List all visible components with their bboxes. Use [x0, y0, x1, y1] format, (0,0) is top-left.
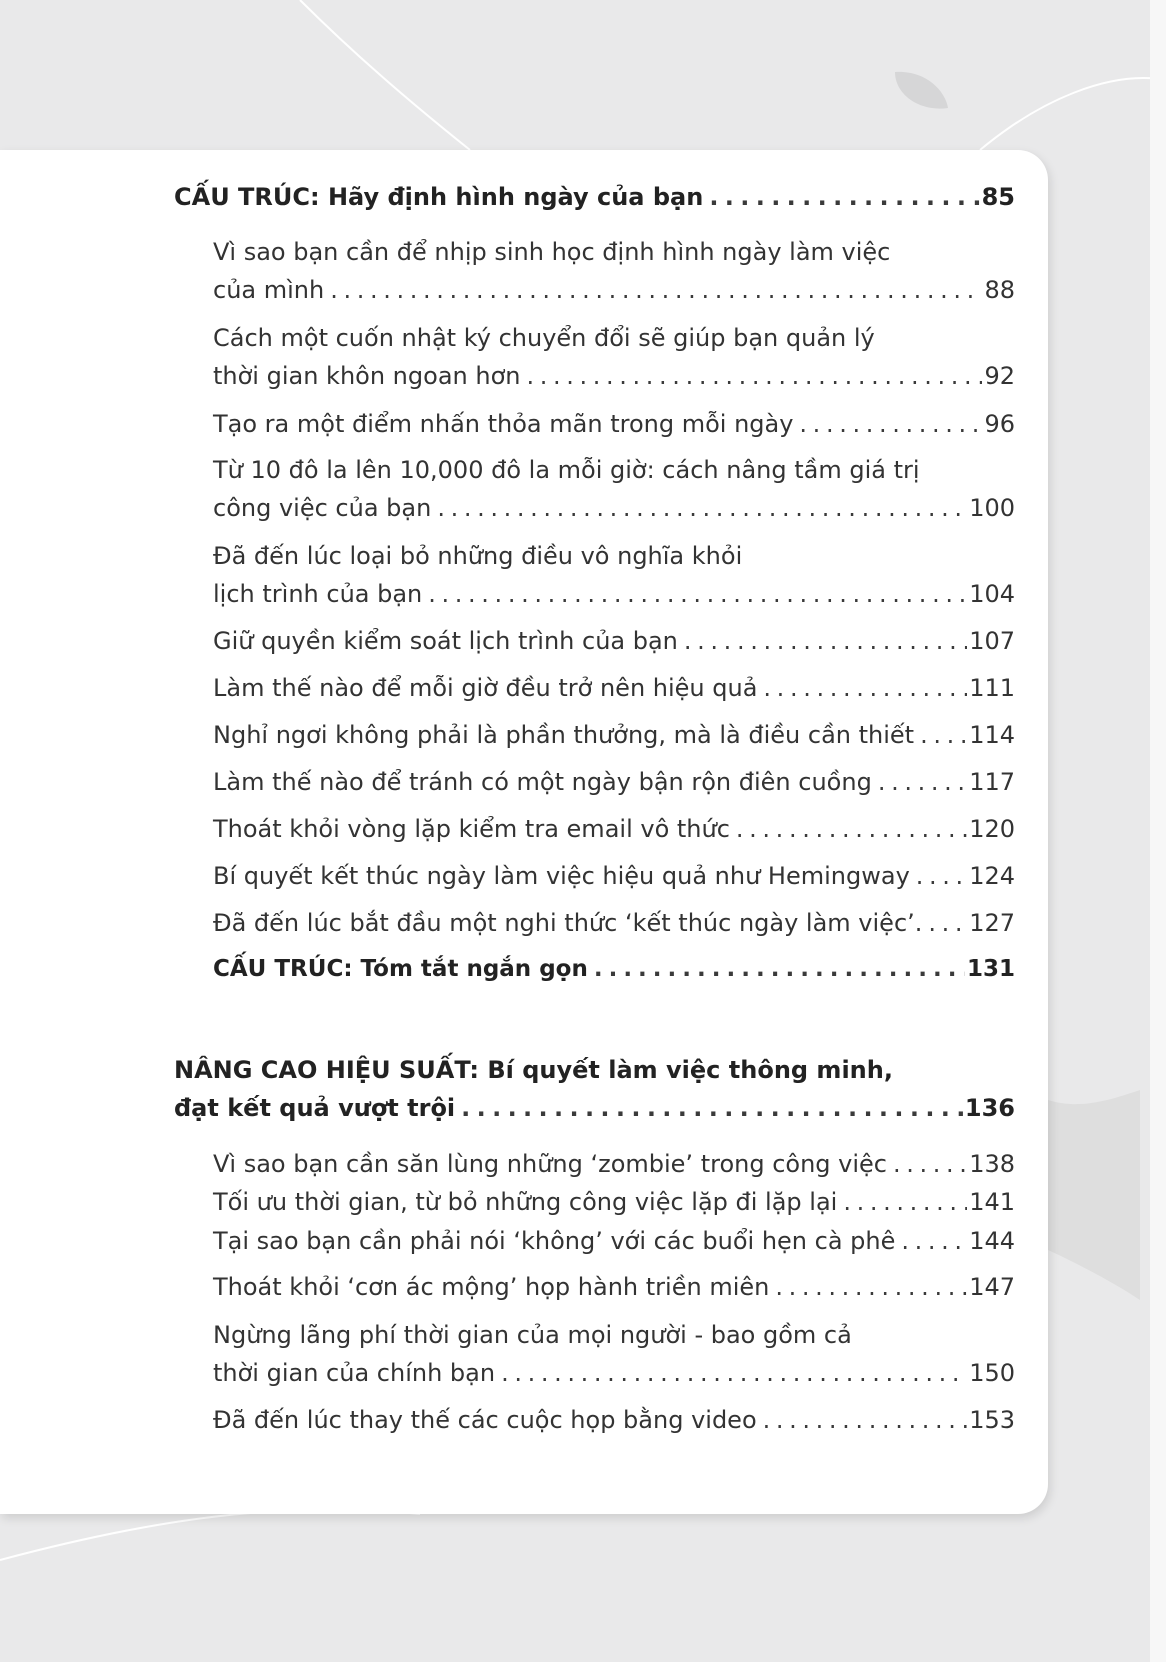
dot-leader — [928, 909, 967, 937]
section-heading-text-line: NÂNG CAO HIỆU SUẤT: Bí quyết làm việc thông minh, — [174, 1056, 893, 1084]
toc-entry-row[interactable] — [213, 815, 1015, 843]
page-number: 100 — [969, 494, 1015, 522]
toc-entry-text-line: Ngừng lãng phí thời gian của mọi người - bao gồm cả — [213, 1321, 852, 1349]
toc-entry-text: Tối ưu thời gian, từ bỏ những công việc lặp đi lặp lại — [213, 1188, 838, 1216]
toc-entry-text-line: Cách một cuốn nhật ký chuyển đổi sẽ giúp bạn quản lý — [213, 324, 875, 352]
toc-entry-text: thời gian khôn ngoan hơn — [213, 362, 521, 390]
page-number: 141 — [969, 1188, 1015, 1216]
toc-entry-row[interactable] — [213, 1227, 1015, 1255]
toc-entry-text: Tạo ra một điểm nhấn thỏa mãn trong mỗi ngày — [213, 410, 794, 438]
dot-leader — [920, 721, 967, 749]
page-number: 104 — [969, 580, 1015, 608]
page-number: 136 — [964, 1094, 1015, 1122]
page-number: 96 — [984, 410, 1015, 438]
toc-entry-text: Đã đến lúc thay thế các cuộc họp bằng video — [213, 1406, 757, 1434]
toc-entry-text: Đã đến lúc bắt đầu một nghi thức ‘kết thúc ngày làm việc’. — [213, 909, 923, 937]
dot-leader — [775, 1273, 967, 1301]
dot-leader — [843, 1188, 967, 1216]
toc-entry-row[interactable] — [213, 580, 1015, 608]
page-number: 153 — [969, 1406, 1015, 1434]
page-number: 127 — [969, 909, 1015, 937]
toc-entry-text: lịch trình của bạn — [213, 580, 423, 608]
section-heading-text: đạt kết quả vượt trội — [174, 1094, 456, 1122]
toc-entry-text-line: Vì sao bạn cần để nhịp sinh học định hình ngày làm việc — [213, 238, 891, 266]
dot-leader — [916, 862, 967, 890]
dot-leader — [709, 183, 979, 211]
toc-entry-text: của mình — [213, 276, 325, 304]
toc-entry-row[interactable] — [213, 768, 1015, 796]
page-number: 107 — [969, 627, 1015, 655]
dot-leader — [461, 1094, 963, 1122]
toc-entry-row[interactable] — [213, 1273, 1015, 1301]
toc-entry-text: Thoát khỏi ‘cơn ác mộng’ họp hành triền miên — [213, 1273, 770, 1301]
toc-entry-row[interactable] — [213, 721, 1015, 749]
dot-leader — [684, 627, 967, 655]
page-number: 150 — [969, 1359, 1015, 1387]
toc-entry-row[interactable] — [213, 956, 1015, 982]
page-number: 117 — [969, 768, 1015, 796]
toc-entry-row[interactable] — [213, 909, 1015, 937]
toc-entry-row[interactable] — [213, 494, 1015, 522]
dot-leader — [428, 580, 967, 608]
page-number: 144 — [969, 1227, 1015, 1255]
toc-entry-row[interactable] — [213, 1150, 1015, 1178]
toc-entry-text: thời gian của chính bạn — [213, 1359, 496, 1387]
section-heading-row[interactable] — [174, 183, 1015, 211]
toc-entry-row[interactable] — [213, 674, 1015, 702]
toc-entry-row[interactable] — [213, 410, 1015, 438]
page-number: 88 — [984, 276, 1015, 304]
toc-entry-text: công việc của bạn — [213, 494, 432, 522]
section-heading-row[interactable] — [174, 1094, 1015, 1122]
toc-entry-text: Nghỉ ngơi không phải là phần thưởng, mà là điều cần thiết — [213, 721, 915, 749]
page-number: 114 — [969, 721, 1015, 749]
page-number: 85 — [981, 183, 1015, 211]
page-number: 124 — [969, 862, 1015, 890]
toc-entry-row[interactable] — [213, 862, 1015, 890]
dot-leader — [526, 362, 982, 390]
dot-leader — [893, 1150, 967, 1178]
toc-entry-text: Thoát khỏi vòng lặp kiểm tra email vô thức — [213, 815, 730, 843]
toc-entry-row[interactable] — [213, 627, 1015, 655]
dot-leader — [763, 1406, 968, 1434]
page-number: 120 — [969, 815, 1015, 843]
toc-entry-text: Làm thế nào để tránh có một ngày bận rộn điên cuồng — [213, 768, 872, 796]
toc-entry-text: Giữ quyền kiểm soát lịch trình của bạn — [213, 627, 678, 655]
dot-leader — [594, 956, 965, 982]
dot-leader — [437, 494, 967, 522]
dot-leader — [901, 1227, 967, 1255]
toc-entry-text: Bí quyết kết thúc ngày làm việc hiệu quả như Hemingway — [213, 862, 910, 890]
toc-entry-row[interactable] — [213, 1188, 1015, 1216]
page-number: 92 — [984, 362, 1015, 390]
toc-entry-text: Làm thế nào để mỗi giờ đều trở nên hiệu quả — [213, 674, 758, 702]
toc-entry-text: Vì sao bạn cần săn lùng những ‘zombie’ trong công việc — [213, 1150, 887, 1178]
toc-entry-text: Tại sao bạn cần phải nói ‘không’ với các buổi hẹn cà phê — [213, 1227, 896, 1255]
page-number: 111 — [969, 674, 1015, 702]
toc-entry-text-line: Từ 10 đô la lên 10,000 đô la mỗi giờ: cách nâng tầm giá trị — [213, 456, 920, 484]
dot-leader — [763, 674, 967, 702]
toc-entry-row[interactable] — [213, 276, 1015, 304]
dot-leader — [799, 410, 982, 438]
toc-entry-text-line: Đã đến lúc loại bỏ những điều vô nghĩa khỏi — [213, 542, 743, 570]
toc-entry-row[interactable] — [213, 1359, 1015, 1387]
dot-leader — [330, 276, 982, 304]
dot-leader — [501, 1359, 967, 1387]
section-heading-text: CẤU TRÚC: Hãy định hình ngày của bạn — [174, 183, 704, 211]
page-number: 131 — [966, 956, 1015, 982]
toc-entry-text: CẤU TRÚC: Tóm tắt ngắn gọn — [213, 956, 588, 982]
page-number: 147 — [969, 1273, 1015, 1301]
dot-leader — [878, 768, 967, 796]
page-number: 138 — [969, 1150, 1015, 1178]
dot-leader — [736, 815, 967, 843]
toc-entry-row[interactable] — [213, 1406, 1015, 1434]
toc-entry-row[interactable] — [213, 362, 1015, 390]
